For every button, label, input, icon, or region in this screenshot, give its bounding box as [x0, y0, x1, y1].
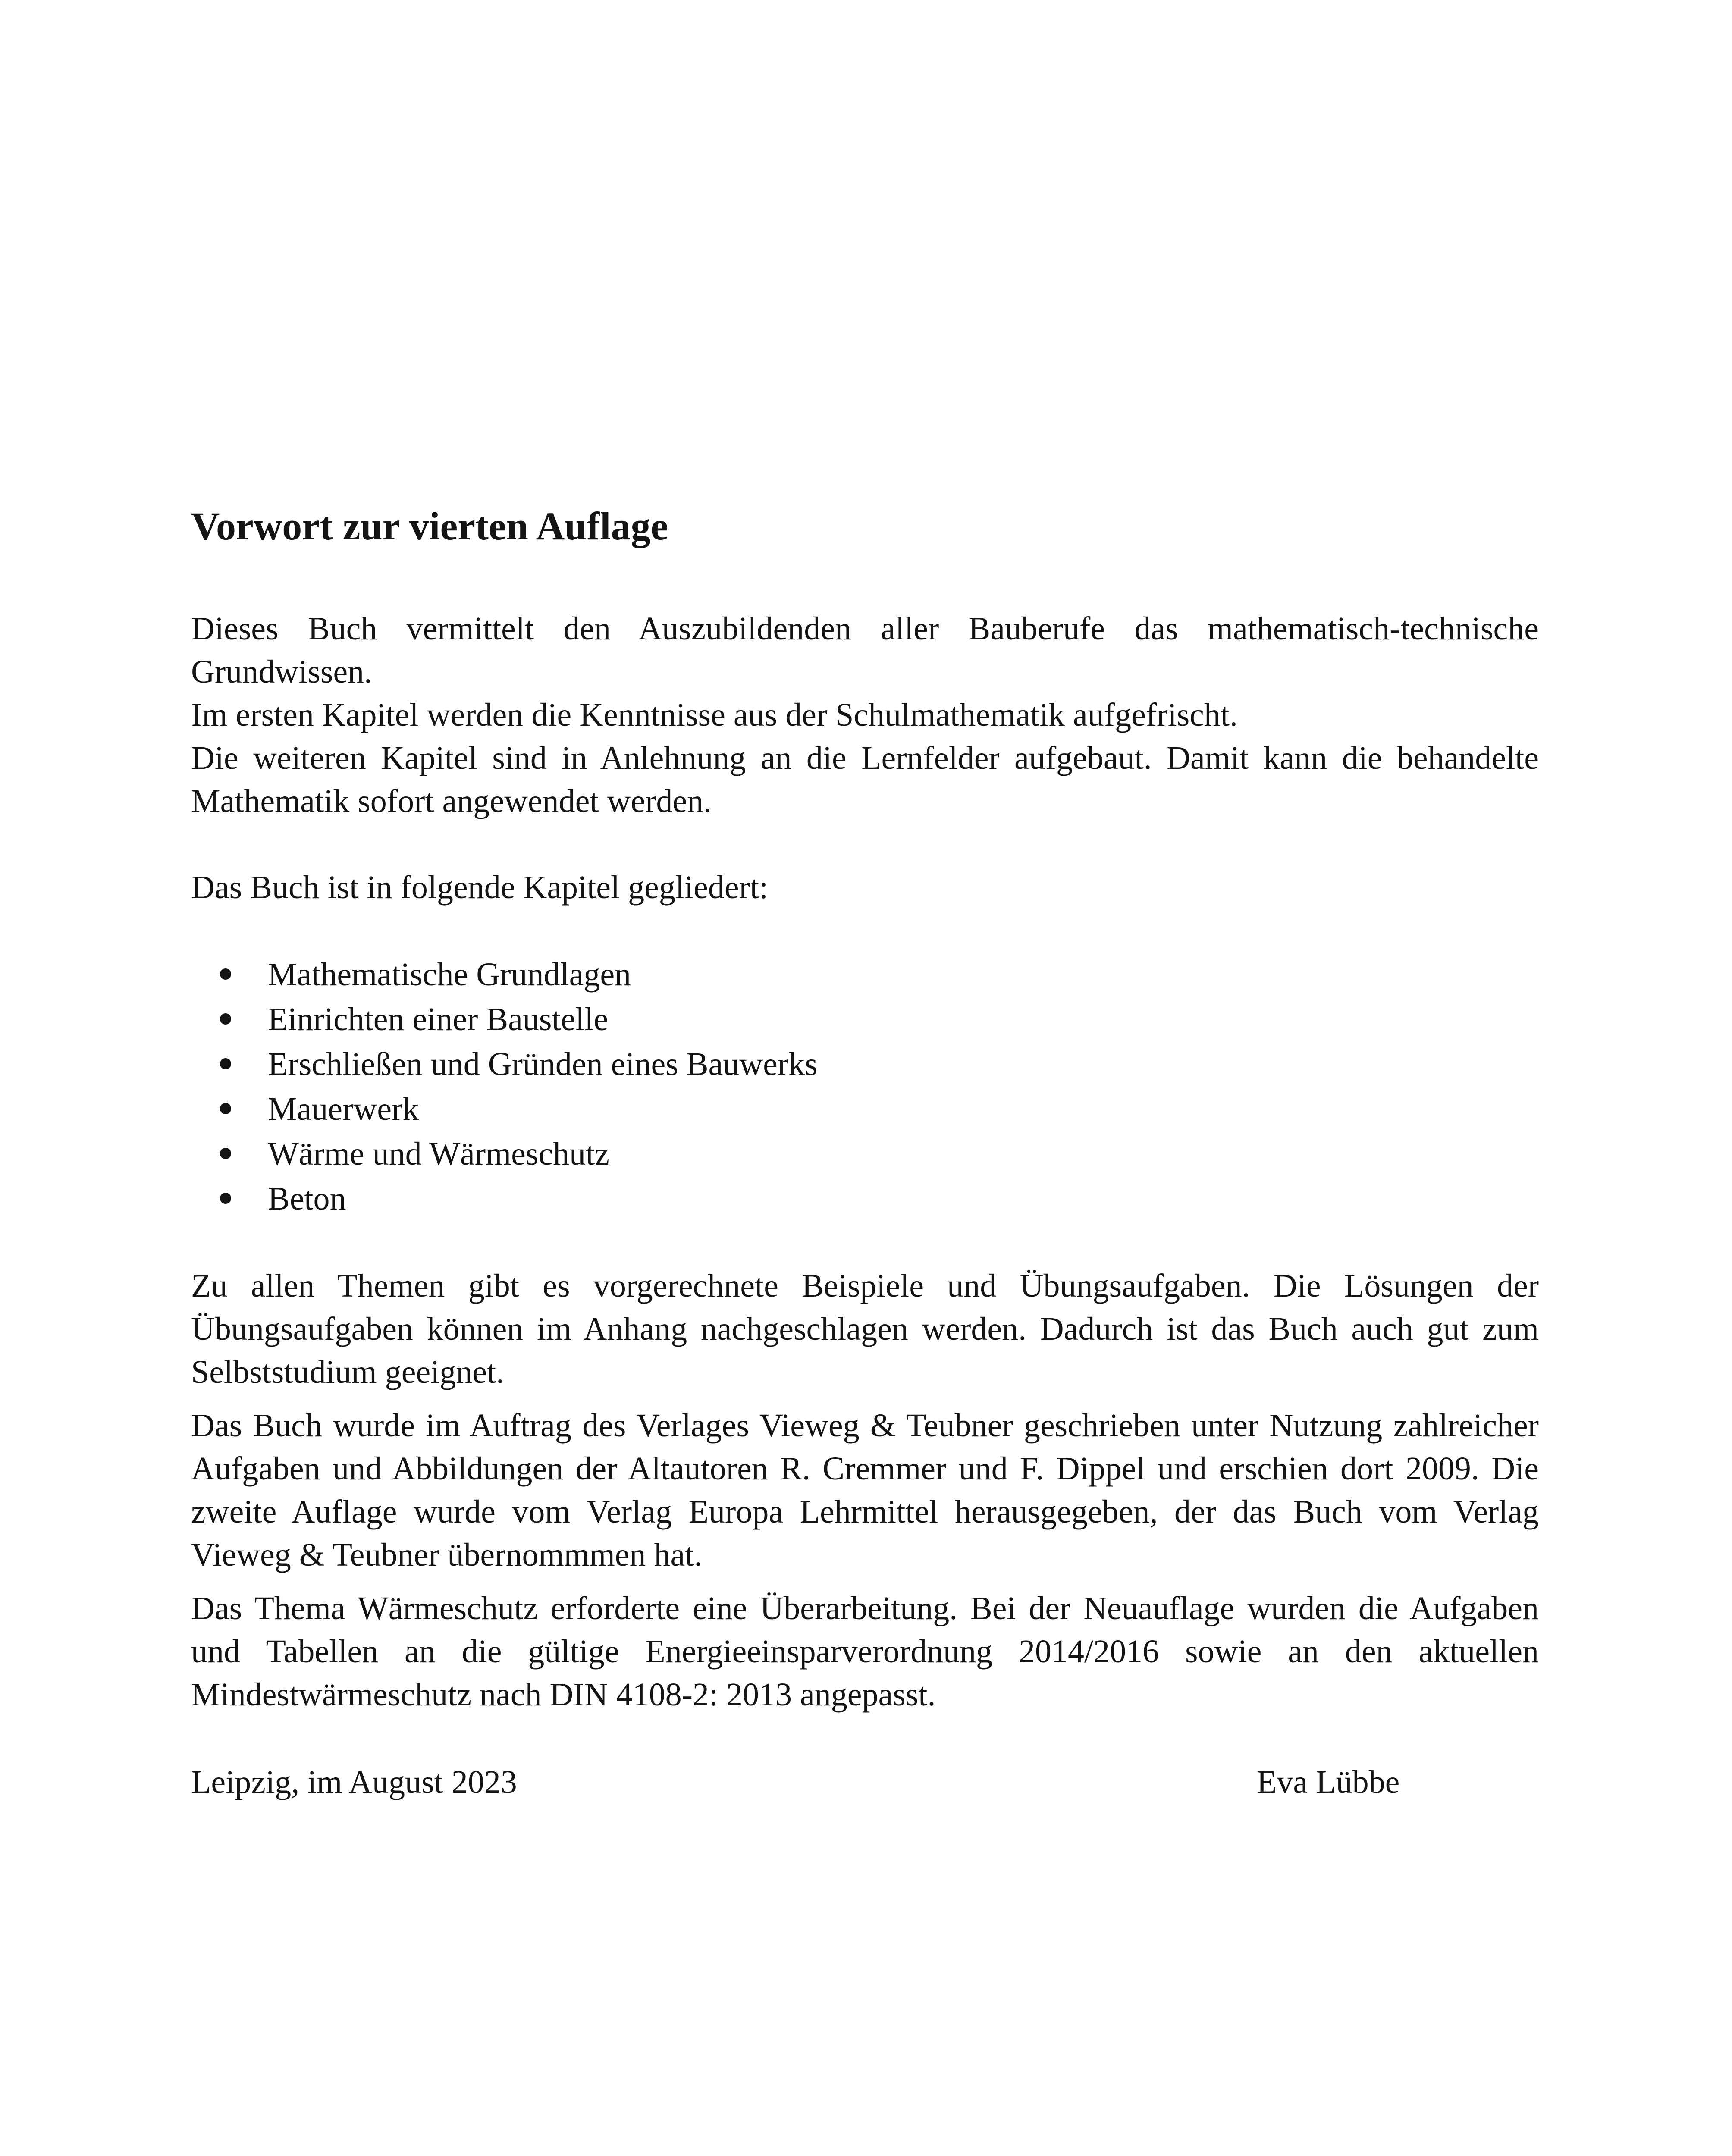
preface-content — [191, 500, 1539, 1804]
bullet-icon — [220, 1193, 231, 1204]
place-date: Leipzig, im August 2023 — [191, 1764, 517, 1800]
chapter-item — [191, 952, 1539, 997]
themes-paragraph: Zu allen Themen gibt es vorgerechnete Beispiele und Übungsaufgaben. Die Lösungen der Übungsaufgaben können im Anhang nachgeschlagen werden. Dadurch ist das Buch auch gut zum Selbststudium geeignet. — [191, 1268, 1539, 1390]
intro-paragraph-1: Dieses Buch vermittelt den Auszubildenden aller Bauberufe das mathematisch-technische Grundwissen. — [191, 611, 1539, 690]
chapter-label: Mathematische Grundlagen — [268, 956, 631, 993]
chapter-label: Wärme und Wärmeschutz — [268, 1136, 610, 1172]
bullet-icon — [220, 1058, 231, 1069]
chapter-list — [191, 952, 1539, 1221]
chapter-label: Erschließen und Gründen eines Bauwerks — [268, 1046, 818, 1082]
chapter-item — [191, 1087, 1539, 1131]
revision-paragraph: Das Thema Wärmeschutz erforderte eine Überarbeitung. Bei der Neuauflage wurden die Aufgaben und Tabellen an die gültige Energieeinsparverordnung 2014/2016 sowie an den aktuellen Mindestwärmeschutz nach DIN 4108-2: 2013 angepasst. — [191, 1590, 1539, 1713]
chapter-item — [191, 1176, 1539, 1221]
intro-paragraph-3: Die weiteren Kapitel sind in Anlehnung an die Lernfelder aufgebaut. Damit kann die behandelte Mathematik sofort angewendet werden. — [191, 740, 1539, 819]
page-title: Vorwort zur vierten Auflage — [191, 504, 668, 548]
bullet-icon — [220, 1013, 231, 1025]
publisher-paragraph: Das Buch wurde im Auftrag des Verlages Vieweg & Teubner geschrieben unter Nutzung zahlreicher Aufgaben und Abbildungen der Altautoren R. Cremmer und F. Dippel und erschien dort 2009. Die zweite Auflage wurde vom Verlag Europa Lehrmittel herausgegeben, der das Buch vom Verlag Vieweg & Teubner übernommmen hat. — [191, 1407, 1539, 1573]
chapter-label: Mauerwerk — [268, 1091, 419, 1127]
chapter-item — [191, 1042, 1539, 1087]
intro-line-2: Im ersten Kapitel werden die Kenntnisse aus der Schulmathematik aufgefrischt. — [191, 697, 1238, 733]
signature-row — [191, 1761, 1539, 1804]
chapters-intro: Das Buch ist in folgende Kapitel gegliedert: — [191, 869, 769, 906]
chapter-item — [191, 997, 1539, 1042]
chapter-label: Einrichten einer Baustelle — [268, 1001, 609, 1037]
bullet-icon — [220, 1148, 231, 1159]
chapter-item — [191, 1131, 1539, 1176]
bullet-icon — [220, 968, 231, 980]
author-name: Eva Lübbe — [1257, 1764, 1400, 1800]
intro-block — [191, 607, 1539, 823]
chapter-label: Beton — [268, 1181, 346, 1217]
bullet-icon — [220, 1103, 231, 1114]
